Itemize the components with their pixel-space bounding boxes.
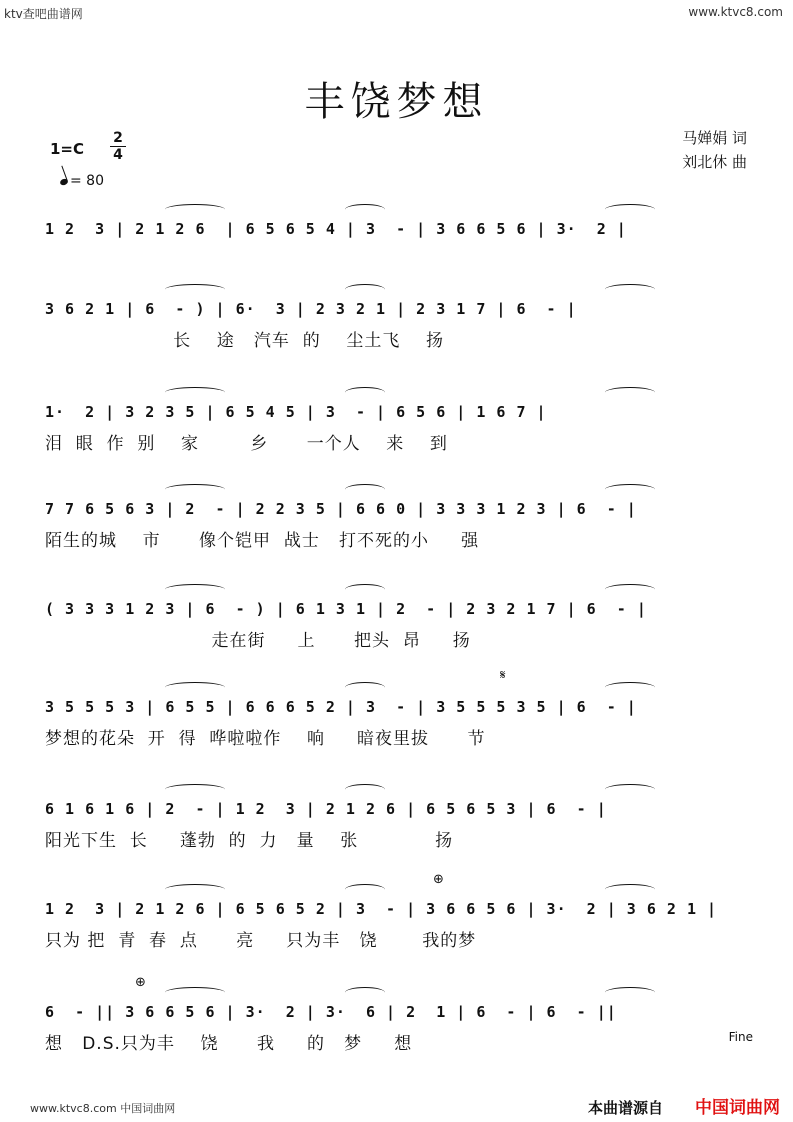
slur-mark (165, 484, 225, 495)
time-signature-top: 2 (113, 130, 123, 146)
notes-line: ( 3 3 3 1 2 3 | 6 - ) | 6 1 3 1 | 2 - | 2 3 2 1 7 | 6 - | (45, 600, 647, 618)
time-signature (110, 130, 126, 163)
score-row (45, 1003, 755, 1063)
slur-mark (605, 284, 655, 295)
score-row (45, 900, 755, 960)
slur-mark (165, 387, 225, 398)
song-title: 丰饶梦想 (304, 79, 489, 125)
slur-mark (165, 682, 225, 693)
lyrics-line: 只为 把 青 春 点 亮 只为丰 饶 我的梦 (45, 931, 477, 951)
score-row (45, 300, 755, 360)
slur-mark (345, 484, 385, 495)
quarter-note-icon (59, 178, 69, 186)
lyrics-line: 梦想的花朵 开 得 哗啦啦作 响 暗夜里拔 节 (45, 729, 486, 749)
slur-mark (345, 784, 385, 795)
slur-mark (165, 987, 225, 998)
score-row (45, 403, 755, 463)
credits (682, 126, 747, 174)
notes-line: 7 7 6 5 6 3 | 2 - | 2 2 3 5 | 6 6 0 | 3 3 3 1 2 3 | 6 - | (45, 500, 637, 518)
lyrics-line: 走在街 上 把头 昂 扬 (45, 631, 471, 651)
slur-mark (345, 987, 385, 998)
slur-mark (345, 682, 385, 693)
fine-label: Fine (728, 1030, 753, 1044)
slur-mark (605, 204, 655, 215)
footer-site: 中国词曲网 (695, 1098, 780, 1118)
notes-line: 1 2 3 | 2 1 2 6 | 6 5 6 5 2 | 3 - | 3 6 6 5 6 | 3· 2 | 3 6 2 1 | (45, 900, 718, 918)
footer-source: 本曲谱源自 (588, 1099, 664, 1117)
lyrics-line: 泪 眼 作 别 家 乡 一个人 来 到 (45, 434, 448, 454)
slur-mark (605, 484, 655, 495)
score-row (45, 500, 755, 560)
slur-mark (605, 784, 655, 795)
tempo-marking (60, 173, 104, 189)
slur-mark (605, 584, 655, 595)
lyricist: 马婵娟 词 (682, 129, 747, 147)
coda-icon: ⊕ (135, 975, 146, 990)
slur-mark (165, 284, 225, 295)
slur-mark (605, 884, 655, 895)
lyrics-line: 阳光下生 长 蓬勃 的 力 量 张 扬 (45, 831, 454, 851)
slur-mark (345, 284, 385, 295)
notes-line: 6 - || 3 6 6 5 6 | 3· 2 | 3· 6 | 2 1 | 6 - | 6 - || (45, 1003, 617, 1021)
score-row (45, 600, 755, 660)
lyrics-line: 想 D.S.只为丰 饶 我 的 梦 想 (45, 1034, 413, 1054)
slur-mark (605, 987, 655, 998)
score-row (45, 800, 755, 860)
slur-mark (605, 682, 655, 693)
composer: 刘北休 曲 (682, 153, 747, 171)
notes-line: 3 5 5 5 3 | 6 5 5 | 6 6 6 5 2 | 3 - | 3 5 5 5 3 5 | 6 - | (45, 698, 637, 716)
notes-line: 3 6 2 1 | 6 - ) | 6· 3 | 2 3 2 1 | 2 3 1 7 | 6 - | (45, 300, 577, 318)
notes-line: 1· 2 | 3 2 3 5 | 6 5 4 5 | 3 - | 6 5 6 | 1 6 7 | (45, 403, 547, 421)
coda-icon: ⊕ (433, 872, 444, 887)
slur-mark (165, 884, 225, 895)
slur-mark (165, 584, 225, 595)
tempo-value: = 80 (70, 173, 104, 189)
slur-mark (605, 387, 655, 398)
score-row (45, 698, 755, 758)
slur-mark (345, 387, 385, 398)
time-signature-bottom: 4 (113, 147, 123, 163)
slur-mark (345, 204, 385, 215)
slur-mark (345, 584, 385, 595)
slur-mark (165, 784, 225, 795)
lyrics-line: 陌生的城 市 像个铠甲 战士 打不死的小 强 (45, 531, 480, 551)
watermark-top-left: ktv查吧曲谱网 (4, 7, 83, 21)
segno-icon: 𝄋 (500, 668, 506, 683)
notes-line: 6 1 6 1 6 | 2 - | 1 2 3 | 2 1 2 6 | 6 5 6 5 3 | 6 - | (45, 800, 607, 818)
slur-mark (345, 884, 385, 895)
watermark-top-right: www.ktvc8.com (688, 5, 783, 19)
slur-mark (165, 204, 225, 215)
footer-watermark: www.ktvc8.com 中国词曲网 (30, 1102, 176, 1115)
notes-line: 1 2 3 | 2 1 2 6 | 6 5 6 5 4 | 3 - | 3 6 6 5 6 | 3· 2 | (45, 220, 627, 238)
lyrics-line: 长 途 汽车 的 尘土飞 扬 (45, 331, 444, 351)
key-signature: 1=C (50, 140, 85, 158)
score-row (45, 220, 755, 280)
